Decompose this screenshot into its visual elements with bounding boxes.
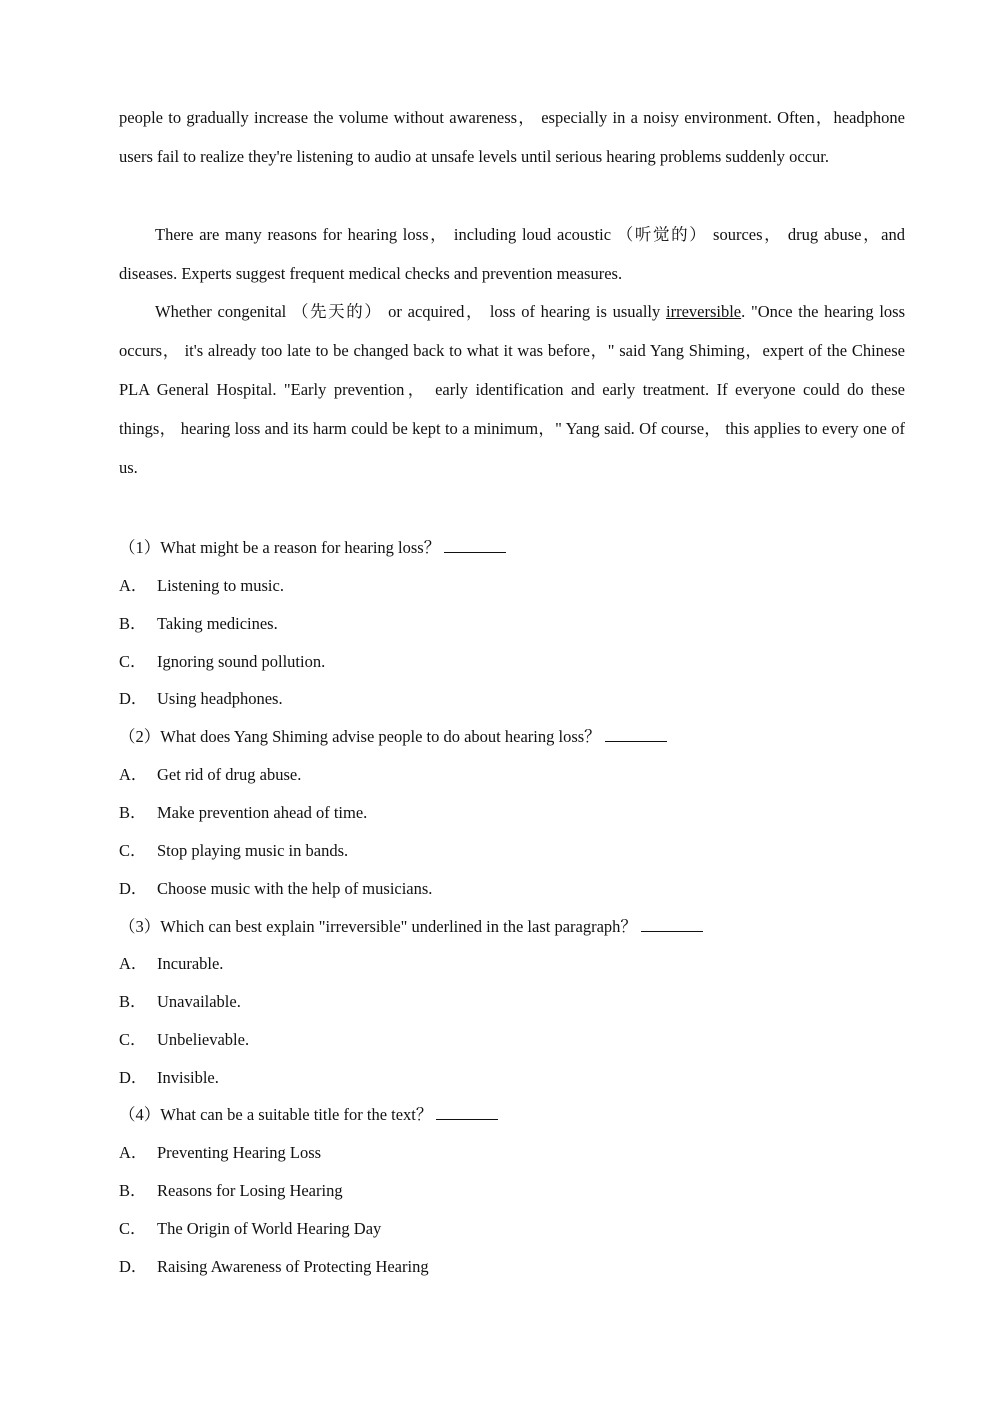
option-text: Stop playing music in bands. [157,841,349,860]
passage-paragraph-3 [119,292,905,487]
passage-paragraph-2: There are many reasons for hearing loss， including loud acoustic （听觉的） sources， drug abuse，and diseases. Experts suggest frequent medical checks and prevention measures. [119,225,905,283]
option-text: Invisible. [157,1068,219,1087]
option-text: Unavailable. [157,992,241,1011]
option-3-c[interactable] [119,1026,249,1050]
option-text: Using headphones. [157,689,283,708]
option-letter: B． [119,803,147,822]
question-3 [119,913,703,937]
option-text: Make prevention ahead of time. [157,803,368,822]
answer-blank[interactable] [605,740,667,742]
passage-paragraph-1: people to gradually increase the volume without awareness， especially in a noisy environment. Often，headphone users fail to realize they're listening to audio at unsafe levels until serious hearing problems suddenly occur. [119,108,905,166]
answer-blank[interactable] [436,1118,498,1120]
option-letter: B． [119,992,147,1011]
option-2-d[interactable] [119,875,432,899]
option-4-a[interactable] [119,1139,321,1163]
option-letter: D． [119,879,148,898]
option-4-d[interactable] [119,1253,429,1277]
question-text: Which can best explain "irreversible" underlined in the last paragraph？ [160,917,637,936]
option-letter: A． [119,576,148,595]
option-letter: D． [119,689,148,708]
question-1 [119,534,506,558]
option-letter: C． [119,841,147,860]
option-4-b[interactable] [119,1177,343,1201]
option-text: Ignoring sound pollution. [157,652,326,671]
option-1-b[interactable] [119,610,278,634]
option-4-c[interactable] [119,1215,381,1239]
option-letter: A． [119,765,148,784]
paragraph-3-text-after: . "Once the hearing loss occurs， it's already too late to be changed back to what it was before，" said Yang Shiming，expert of the Chinese PLA General Hospital. "Early prevention， early identification and early treatment. If everyone could do these things， hearing loss and its harm could be kept to a minimum，" Yang said. Of course， this applies to every one of us. [119,302,906,477]
option-letter: C． [119,1030,147,1049]
option-1-d[interactable] [119,685,283,709]
question-4 [119,1101,498,1125]
option-text: Listening to music. [157,576,284,595]
option-3-d[interactable] [119,1064,219,1088]
answer-blank[interactable] [641,930,703,932]
option-text: Unbelievable. [157,1030,250,1049]
underlined-word-irreversible: irreversible [666,302,742,321]
question-number: （4） [119,1105,161,1124]
question-2 [119,723,667,747]
option-text: Incurable. [157,954,224,973]
option-letter: B． [119,614,147,633]
option-2-a[interactable] [119,761,301,785]
option-3-b[interactable] [119,988,241,1012]
option-3-a[interactable] [119,950,223,974]
option-2-c[interactable] [119,837,348,861]
option-text: Taking medicines. [157,614,278,633]
option-text: Choose music with the help of musicians. [157,879,433,898]
question-text: What can be a suitable title for the text？ [160,1105,433,1124]
option-2-b[interactable] [119,799,367,823]
option-text: The Origin of World Hearing Day [157,1219,382,1238]
question-number: （3） [119,917,161,936]
question-text: What might be a reason for hearing loss？ [160,538,441,557]
question-number: （2） [119,727,161,746]
option-1-a[interactable] [119,572,284,596]
answer-blank[interactable] [444,551,506,553]
option-text: Get rid of drug abuse. [157,765,302,784]
option-letter: A． [119,954,148,973]
option-letter: D． [119,1068,148,1087]
option-1-c[interactable] [119,648,325,672]
option-text: Raising Awareness of Protecting Hearing [157,1257,429,1276]
paragraph-3-text-before: Whether congenital （先天的） or acquired， loss of hearing is usually [155,302,666,321]
option-letter: D． [119,1257,148,1276]
option-letter: B． [119,1181,147,1200]
option-letter: C． [119,652,147,671]
question-text: What does Yang Shiming advise people to do about hearing loss？ [160,727,601,746]
option-letter: C． [119,1219,147,1238]
option-letter: A． [119,1143,148,1162]
option-text: Preventing Hearing Loss [157,1143,322,1162]
question-number: （1） [119,538,161,557]
option-text: Reasons for Losing Hearing [157,1181,343,1200]
